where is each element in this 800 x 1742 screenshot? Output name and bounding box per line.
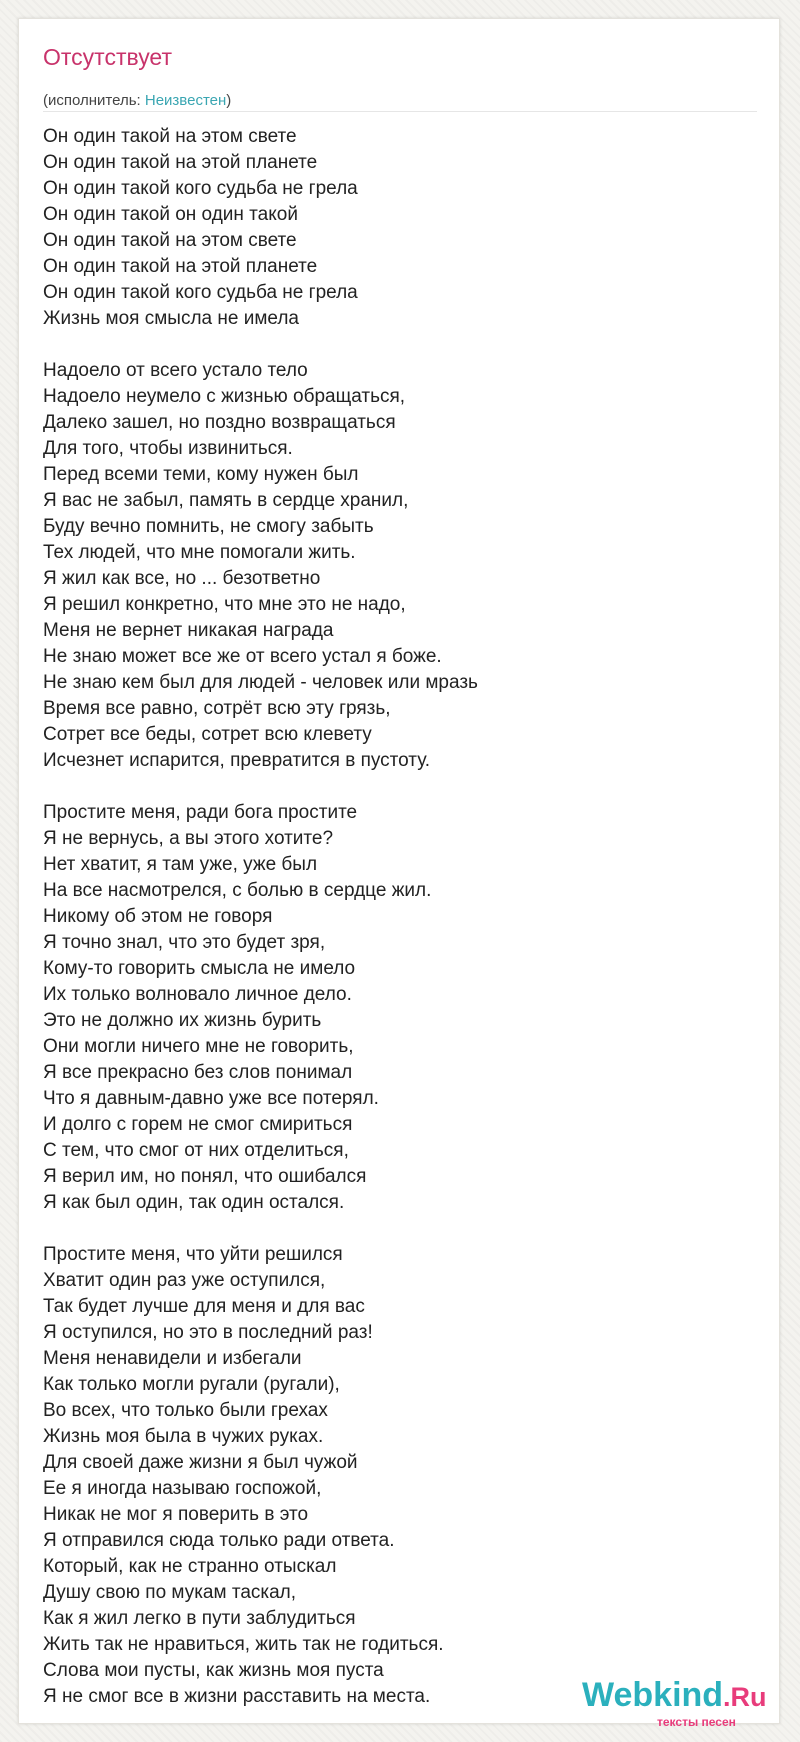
lyric-line: Меня не вернет никакая награда	[43, 620, 334, 641]
lyric-line: Я верил им, но понял, что ошибался	[43, 1166, 367, 1187]
lyric-line: Не знаю кем был для людей - человек или мразь	[43, 672, 478, 693]
lyric-line: Он один такой он один такой	[43, 204, 298, 225]
lyric-line: Во всех, что только были грехах	[43, 1400, 328, 1421]
lyric-line: Для своей даже жизни я был чужой	[43, 1452, 358, 1473]
lyric-line: Он один такой на этой планете	[43, 152, 318, 173]
lyric-line: Душу свою по мукам таскал,	[43, 1582, 297, 1603]
lyric-line: Простите меня, ради бога простите	[43, 802, 358, 823]
lyric-line: Что я давным-давно уже все потерял.	[43, 1088, 379, 1109]
lyric-line: И долго с горем не смог смириться	[43, 1114, 353, 1135]
lyrics-text	[43, 124, 763, 1710]
lyric-line: Буду вечно помнить, не смогу забыть	[43, 516, 374, 537]
lyric-line: Он один такой на этой планете	[43, 256, 318, 277]
lyric-line: Я не смог все в жизни расставить на места.	[43, 1686, 431, 1707]
lyric-line: Исчезнет испарится, превратится в пустоту.	[43, 750, 431, 771]
artist-suffix: )	[226, 92, 232, 109]
lyrics-card	[18, 18, 780, 1729]
lyric-line: Он один такой на этом свете	[43, 126, 297, 147]
title-divider	[43, 111, 757, 112]
stanza-gap	[43, 774, 763, 800]
lyric-line: Я все прекрасно без слов понимал	[43, 1062, 353, 1083]
lyric-line: Жизнь моя была в чужих руках.	[43, 1426, 324, 1447]
lyric-line: Никому об этом не говоря	[43, 906, 273, 927]
lyric-line: Жить так не нравиться, жить так не годиться.	[43, 1634, 444, 1655]
lyric-line: Он один такой кого судьба не грела	[43, 282, 358, 303]
lyric-line: Я вас не забыл, память в сердце хранил,	[43, 490, 409, 511]
logo-main-text: Webkind	[582, 1676, 724, 1714]
lyric-line: Никак не мог я поверить в это	[43, 1504, 309, 1525]
lyric-line: Как только могли ругали (ругали),	[43, 1374, 340, 1395]
stanza-gap	[43, 1216, 763, 1242]
lyric-line: Который, как не странно отыскал	[43, 1556, 337, 1577]
lyric-line: Как я жил легко в пути заблудиться	[43, 1608, 356, 1629]
lyric-line: Тех людей, что мне помогали жить.	[43, 542, 356, 563]
artist-line	[43, 91, 231, 111]
lyric-line: Меня ненавидели и избегали	[43, 1348, 302, 1369]
logo-tld-text: .Ru	[723, 1682, 767, 1712]
artist-link[interactable]: Неизвестен	[144, 92, 227, 109]
lyric-line: Я точно знал, что это будет зря,	[43, 932, 326, 953]
lyric-line: Нет хватит, я там уже, уже был	[43, 854, 318, 875]
lyric-line: Простите меня, что уйти решился	[43, 1244, 343, 1265]
lyric-line: Они могли ничего мне не говорить,	[43, 1036, 354, 1057]
lyric-line: На все насмотрелся, с болью в сердце жил.	[43, 880, 432, 901]
lyric-line: Ее я иногда называю госпожой,	[43, 1478, 322, 1499]
song-title: Отсутствует	[43, 44, 172, 70]
lyric-line: Для того, чтобы извиниться.	[43, 438, 293, 459]
lyric-line: Он один такой на этом свете	[43, 230, 297, 251]
lyric-line: С тем, что смог от них отделиться,	[43, 1140, 349, 1161]
lyric-line: Не знаю может все же от всего устал я боже.	[43, 646, 442, 667]
lyric-line: Так будет лучше для меня и для вас	[43, 1296, 365, 1317]
lyric-line: Хватит один раз уже оступился,	[43, 1270, 326, 1291]
lyric-line: Надоело неумело с жизнью обращаться,	[43, 386, 406, 407]
artist-prefix: (исполнитель:	[43, 92, 145, 109]
lyric-line: Слова мои пусты, как жизнь моя пуста	[43, 1660, 384, 1681]
lyric-line: Надоело от всего устало тело	[43, 360, 308, 381]
lyric-line: Я жил как все, но ... безответно	[43, 568, 321, 589]
lyric-line: Это не должно их жизнь бурить	[43, 1010, 322, 1031]
lyric-line: Далеко зашел, но поздно возвращаться	[43, 412, 396, 433]
lyric-line: Я решил конкретно, что мне это не надо,	[43, 594, 406, 615]
lyric-line: Я отправился сюда только ради ответа.	[43, 1530, 395, 1551]
lyric-line: Я как был один, так один остался.	[43, 1192, 345, 1213]
lyric-line: Жизнь моя смысла не имела	[43, 308, 299, 329]
lyric-line: Время все равно, сотрёт всю эту грязь,	[43, 698, 391, 719]
webkind-logo[interactable]	[582, 1677, 767, 1715]
lyric-line: Я не вернусь, а вы этого хотите?	[43, 828, 334, 849]
lyric-line: Я оступился, но это в последний раз!	[43, 1322, 373, 1343]
lyric-line: Их только волновало личное дело.	[43, 984, 352, 1005]
logo-tagline: тексты песен	[657, 1715, 736, 1729]
stanza-gap	[43, 332, 763, 358]
lyric-line: Он один такой кого судьба не грела	[43, 178, 358, 199]
lyric-line: Кому-то говорить смысла не имело	[43, 958, 356, 979]
lyric-line: Перед всеми теми, кому нужен был	[43, 464, 359, 485]
lyric-line: Сотрет все беды, сотрет всю клевету	[43, 724, 372, 745]
